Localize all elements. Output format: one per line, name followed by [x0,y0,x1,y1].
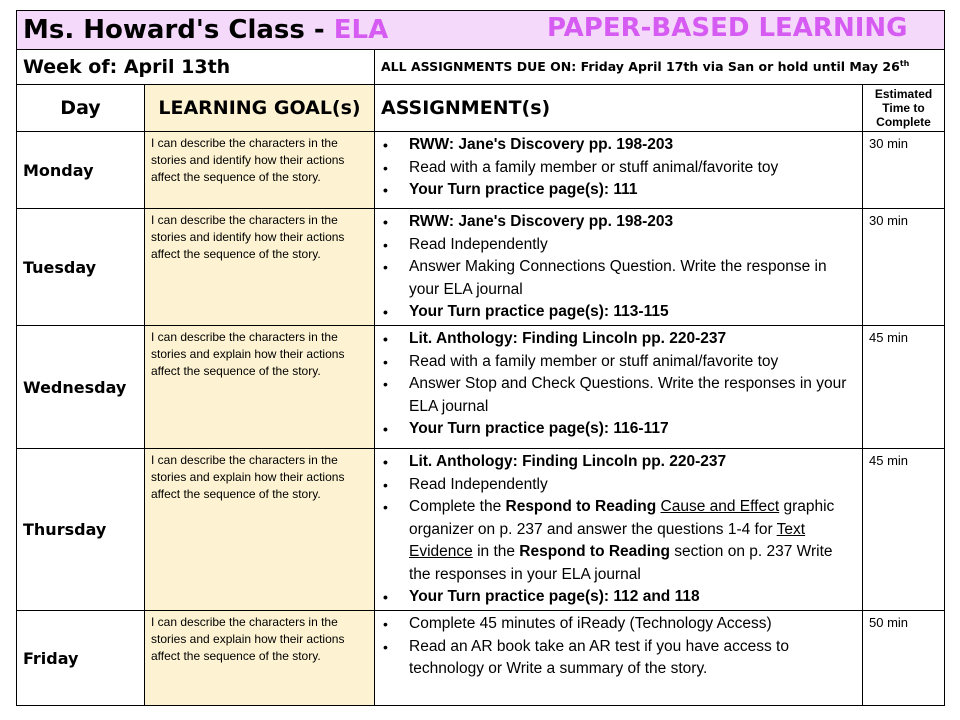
assignment-item: • Read with a family member or stuff animal/favorite toy [379,157,858,180]
assignment-item [379,496,858,586]
text-run: in the [472,543,520,560]
title-cell [17,11,945,50]
assignment-item: • Answer Making Connections Question. Write the response in your ELA journal [379,256,858,301]
text-run: Respond to Reading [505,498,657,515]
lesson-plan-sheet [16,10,944,706]
page-title [17,15,944,45]
estimated-time: 50 min [863,611,945,706]
assignment-item: • RWW: Jane's Discovery pp. 198-203 [379,134,858,157]
assignment-item: • Complete 45 minutes of iReady (Technology Access) [379,613,858,636]
title-row [17,11,945,50]
day-row-tuesday [17,209,945,326]
title-learning-mode: PAPER-BASED LEARNING [547,13,908,43]
column-header-row [17,85,945,132]
day-label: Friday [17,611,145,706]
day-label: Monday [17,132,145,209]
assignment-cell [375,132,863,209]
estimated-time: 30 min [863,209,945,326]
text-run: Cause and Effect [660,498,780,515]
assignment-item: • Your Turn practice page(s): 116-117 [379,418,858,441]
week-label: Week of: April 13th [23,56,231,78]
learning-goal: I can describe the characters in the stories and identify how their actions affect the sequence of the story. [145,209,375,326]
text-run: Complete the [409,498,506,515]
assignment-item: • Read with a family member or stuff animal/favorite toy [379,351,858,374]
text-run: graphic organizer on p. 237 and answer the questions 1-4 for [409,498,835,538]
assignment-cell [375,449,863,611]
assignment-list [379,211,858,324]
assignment-list [379,134,858,202]
day-row-wednesday [17,326,945,449]
learning-goal: I can describe the characters in the stories and identify how their actions affect the sequence of the story. [145,132,375,209]
week-cell [17,50,375,85]
text-run: Respond to Reading [519,543,670,560]
day-label: Thursday [17,449,145,611]
due-cell [375,50,945,85]
assignment-cell [375,326,863,449]
assignment-item: • Read Independently [379,474,858,497]
due-date-sup: th [899,59,910,69]
assignment-item: • Read Independently [379,234,858,257]
assignment-item: • Answer Stop and Check Questions. Write the responses in your ELA journal [379,373,858,418]
assignment-list [379,328,858,441]
assignment-list [379,613,858,681]
learning-goal: I can describe the characters in the stories and explain how their actions affect the sequence of the story. [145,611,375,706]
assignment-cell [375,209,863,326]
learning-goal: I can describe the characters in the stories and explain how their actions affect the sequence of the story. [145,449,375,611]
column-header-assignment: ASSIGNMENT(s) [375,85,863,132]
assignment-item: • Read an AR book take an AR test if you have access to technology or Write a summary of the story. [379,636,858,681]
week-row [17,50,945,85]
lesson-plan-table [16,10,945,706]
assignment-item: • Lit. Anthology: Finding Lincoln pp. 220-237 [379,328,858,351]
title-subject: ELA [333,15,389,45]
assignment-item: • Your Turn practice page(s): 112 and 118 [379,586,858,609]
day-row-thursday [17,449,945,611]
column-header-day: Day [17,85,145,132]
estimated-time: 45 min [863,326,945,449]
assignment-list [379,451,858,609]
day-row-monday [17,132,945,209]
day-label: Wednesday [17,326,145,449]
assignment-item: • Your Turn practice page(s): 111 [379,179,858,202]
due-date-text: ALL ASSIGNMENTS DUE ON: Friday April 17th via San or hold until May 26 [381,59,900,75]
assignment-item: • RWW: Jane's Discovery pp. 198-203 [379,211,858,234]
learning-goal: I can describe the characters in the stories and explain how their actions affect the sequence of the story. [145,326,375,449]
estimated-time: 45 min [863,449,945,611]
column-header-time: Estimated Time to Complete [863,85,945,132]
text-run: Text Evidence [409,520,806,560]
text-run: section on p. 237 Write the responses in your ELA journal [409,543,833,583]
assignment-item: • Lit. Anthology: Finding Lincoln pp. 220-237 [379,451,858,474]
title-class-name: Ms. Howard's Class - [23,15,334,45]
assignment-item: • Your Turn practice page(s): 113-115 [379,301,858,324]
estimated-time: 30 min [863,132,945,209]
assignment-cell [375,611,863,706]
day-row-friday [17,611,945,706]
column-header-goal: LEARNING GOAL(s) [145,85,375,132]
due-date-note [375,59,944,74]
day-label: Tuesday [17,209,145,326]
